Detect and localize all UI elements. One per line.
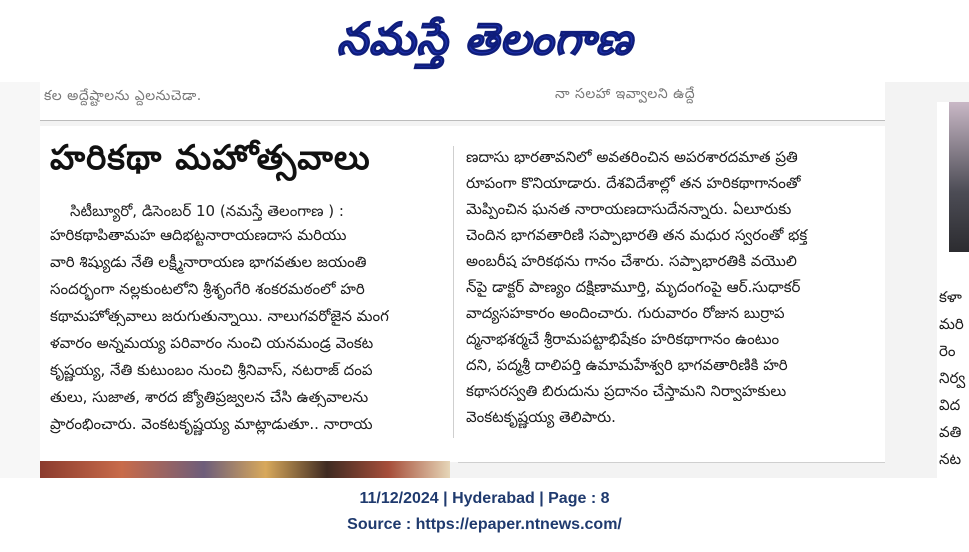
adjacent-article-line: నిర్వ: [939, 369, 966, 387]
article-line: అంబరీష హరికథను గానం చేశారు. సప్పాభారతికి వయొలి: [466, 252, 797, 270]
previous-article-fragment: [40, 82, 885, 121]
newspaper-clipping: [0, 82, 969, 478]
article-line: వెంకటకృష్ణయ్య తెలిపారు.: [466, 408, 616, 426]
article-line: ద్మనాభశర్మచే శ్రీరామపట్టాభిషేకం హరికథాగానం ఉంటుం: [466, 330, 780, 348]
article-dateline: సిటీబ్యూరో, డిసెంబర్ 10 (నమస్తే తెలంగాణ ) :: [70, 202, 344, 220]
column-divider: [453, 146, 454, 438]
article-line: న్‌పై డాక్టర్ పాణ్యం దక్షిణామూర్తి, మృదంగంపై ఆర్.సుధాకర్: [466, 278, 801, 296]
article-line: కృష్ణయ్య, నేతి కుటుంబం నుంచి శ్రీనివాస్, నటరాజ్ దంప: [50, 361, 373, 379]
article-photo: [40, 461, 450, 478]
article-line: కథామహోత్సవాలు జరుగుతున్నాయి. నాలుగవరోజైన మంగ: [50, 307, 389, 325]
article-line: రూపంగా కొనియాడారు. దేశవిదేశాల్లో తన హరికథాగానంతో: [466, 174, 801, 192]
masthead: [0, 0, 969, 78]
article-line: హరికథాపితామహ ఆదిభట్టనారాయణదాస మరియు: [50, 226, 347, 244]
article: [40, 126, 885, 462]
left-margin: [0, 82, 40, 478]
source-url[interactable]: Source : https://epaper.ntnews.com/: [347, 516, 622, 533]
source-caption: [0, 486, 969, 538]
article-line: కథాసరస్వతి బిరుదును ప్రదానం చేస్తామని నిర్వాహకులు: [466, 382, 787, 400]
article-line: సందర్భంగా నల్లకుంటలోని శ్రీశృంగేరి శంకరమఠంలో హరి: [50, 280, 365, 298]
edition-info: 11/12/2024 | Hyderabad | Page : 8: [359, 490, 610, 507]
adjacent-article-line: కళా: [939, 288, 962, 306]
article-line: ణదాసు భారతావనిలో అవతరించిన అపరశారదమాత ప్రతి: [466, 148, 798, 166]
adjacent-article-line: నట: [939, 450, 962, 468]
article-line: దని, పద్మశ్రీ దాలిపర్తి ఉమామహేశ్వరి భాగవతారిణికి హరి: [466, 356, 788, 374]
adjacent-article: [937, 102, 969, 478]
article-line: వారి శిష్యుడు నేతి లక్ష్మీనారాయణ భాగవతుల జయంతి: [50, 253, 367, 271]
article-headline: హరికథా మహోత్సవాలు: [50, 138, 371, 178]
article-line: ళవారం అన్నమయ్య పరివారం నుంచి యనమండ్ర వెంకట: [50, 334, 374, 352]
article-line: వాద్యసహకారం అందించారు. గురువారం రోజున బుర్రాప: [466, 304, 785, 322]
adjacent-article-line: వతి: [939, 423, 962, 441]
previous-article-text-right: నా సలహా ఇవ్వాలని ఉద్దే: [555, 86, 696, 102]
article-line: తులు, సుజాత, శారద జ్యోతిప్రజ్వలన చేసి ఉత్సవాలను: [50, 388, 369, 406]
article-line: మెప్పించిన ఘనత నారాయణదాసుదేనన్నారు. ఏలూరుకు: [466, 200, 792, 218]
adjacent-article-line: విద: [939, 396, 961, 414]
bottom-divider: [458, 462, 885, 463]
article-line: ప్రారంభించారు. వెంకటకృష్ణయ్య మాట్లాడుతూ.. నారాయ: [50, 415, 373, 433]
adjacent-article-line: రెం: [939, 342, 956, 360]
previous-article-text-left: కల అద్దేష్టాలను ఎ్దలనుచెడా.: [44, 88, 202, 104]
article-column-right: [458, 126, 885, 462]
article-column-left: [40, 126, 450, 462]
newspaper-logo: నమస్తే తెలంగాణ: [336, 14, 634, 65]
adjacent-article-photo: [949, 102, 969, 252]
article-line: చెందిన భాగవతారిణి సప్పాభారతి తన మధుర స్వరంతో భక్త: [466, 226, 808, 244]
adjacent-article-line: మరి: [939, 315, 964, 333]
